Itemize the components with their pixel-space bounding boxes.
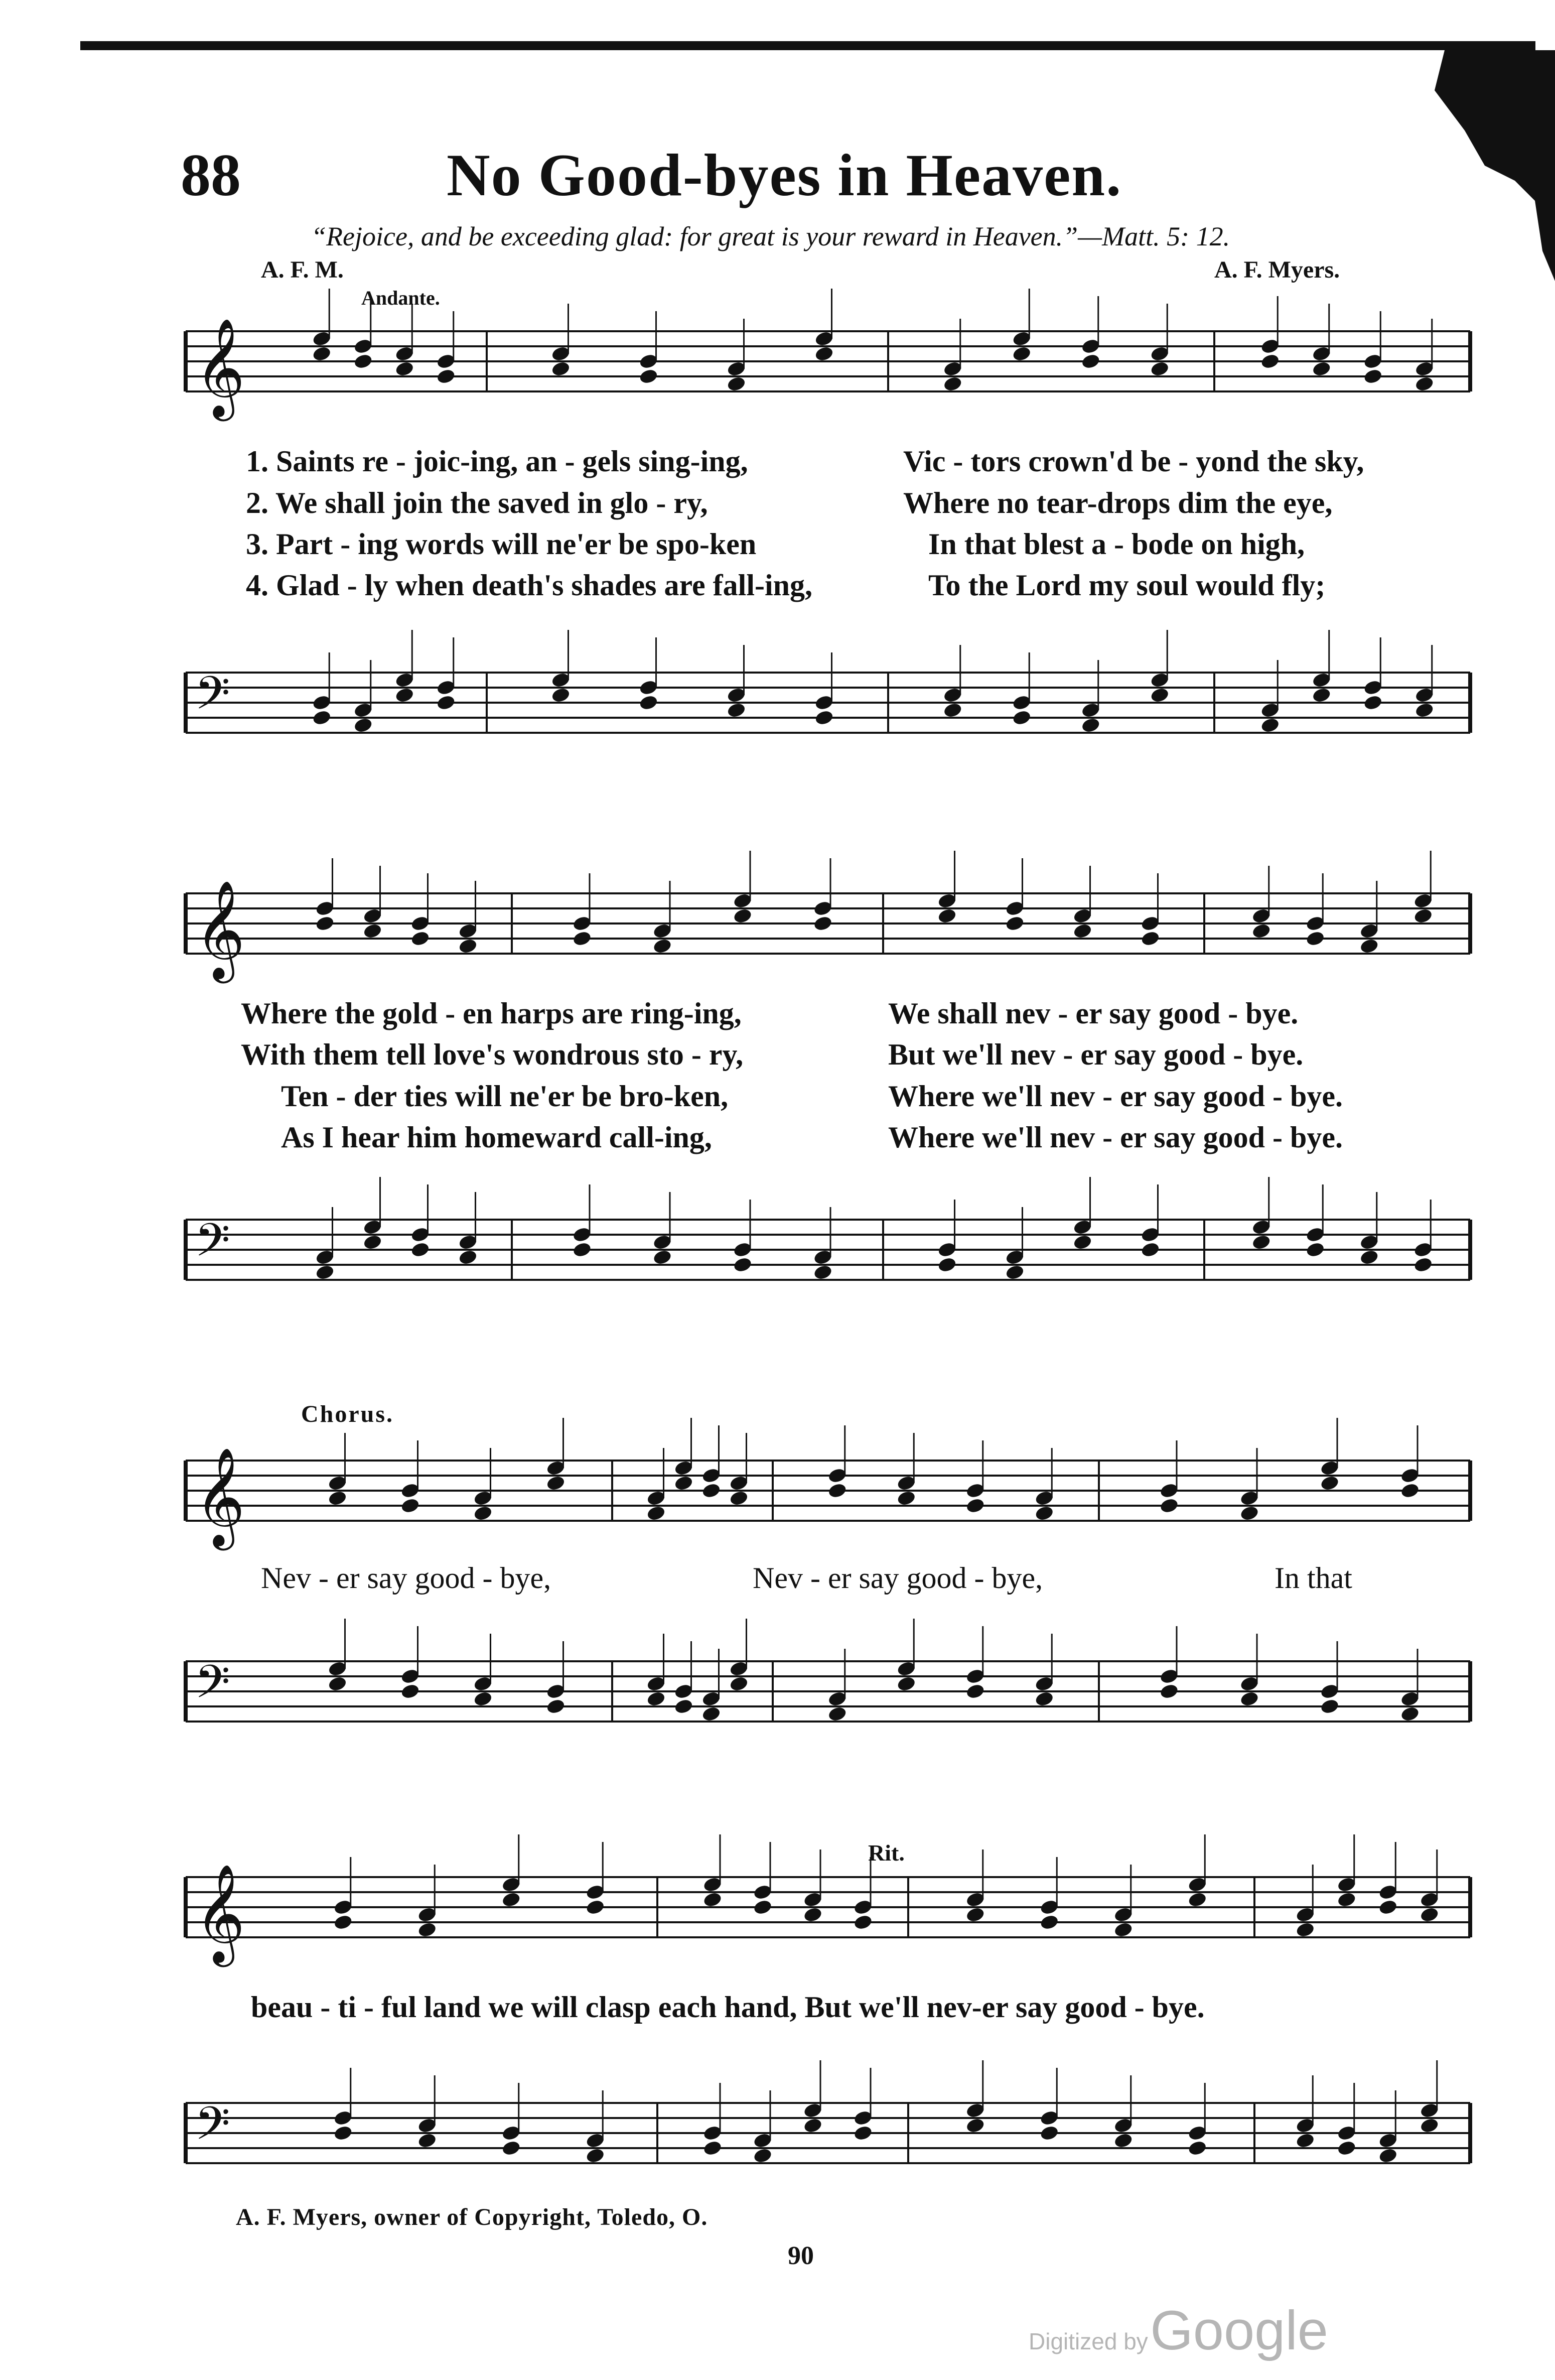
verse-2-line-d: But we'll nev - er say good - bye. [888,1038,1304,1071]
svg-text:𝄞: 𝄞 [195,318,245,417]
verse-1-line-b: Vic - tors crown'd be - yond the sky, [903,445,1364,478]
verse-3-line-b: In that blest a - bode on high, [928,527,1305,561]
system-4-treble-staff [186,1857,1480,1963]
tempo-marking: Andante. [361,287,440,309]
verse-2-line-a: 2. We shall join the saved in glo - ry, [246,486,708,519]
chorus-line-1-part-2: Nev - er say good - bye, [753,1561,1043,1595]
page-top-rule [80,41,1535,50]
ritardando-marking: Rit. [868,1840,905,1866]
verse-2-line-b: Where no tear-drops dim the eye, [903,486,1333,519]
verse-3-line-c: Ten - der ties will ne'er be bro-ken, [281,1080,729,1113]
verse-3-line-a: 3. Part - ing words will ne'er be spo-ken [246,527,757,561]
verse-1-line-a: 1. Saints re - joic-ing, an - gels sing-ing, [246,445,748,478]
system-1-bass-staff [186,652,1480,753]
verse-2-line-c: With them tell love's wondrous sto - ry, [241,1038,744,1071]
page-number: 90 [788,2241,814,2270]
system-2-bass-staff [186,1200,1480,1300]
verse-4-line-c: As I hear him homeward call-ing, [281,1121,712,1154]
verse-4-line-d: Where we'll nev - er say good - bye. [888,1121,1343,1154]
verse-1-line-c: Where the gold - en harps are ring-ing, [241,997,742,1030]
system-4-bass-staff [186,2083,1480,2183]
svg-text:𝄢: 𝄢 [195,1655,230,1720]
chorus-label: Chorus. [301,1401,394,1427]
chorus-line-1-part-1: Nev - er say good - bye, [261,1561,551,1595]
system-1-treble-staff [186,311,1480,417]
composer-credit: A. F. Myers. [1214,256,1340,283]
digitization-watermark [1029,2299,1328,2362]
hymn-title: No Good-byes in Heaven. [447,142,1122,208]
system-3-bass-staff [186,1641,1480,1742]
verse-4-line-a: 4. Glad - ly when death's shades are fall-ing, [246,569,813,602]
scripture-epigraph: “Rejoice, and be exceeding glad: for great is your reward in Heaven.”—Matt. 5: 12. [311,221,1230,251]
hymn-number: 88 [181,142,241,208]
chorus-line-2: beau - ti - ful land we will clasp each hand, But we'll nev-er say good - bye. [251,1991,1205,2024]
svg-text:𝄢: 𝄢 [195,2097,230,2161]
svg-text:𝄞: 𝄞 [195,1447,245,1546]
copyright-notice: A. F. Myers, owner of Copyright, Toledo, O. [236,2204,708,2230]
google-logo-text: Google [1150,2300,1328,2361]
lyricist-credit: A. F. M. [261,256,344,283]
verse-3-line-d: Where we'll nev - er say good - bye. [888,1080,1343,1113]
verse-1-line-d: We shall nev - er say good - bye. [888,997,1299,1030]
torn-corner-shadow [1425,50,1555,281]
svg-text:𝄢: 𝄢 [195,1214,230,1278]
watermark-prefix: Digitized by [1029,2328,1148,2354]
svg-text:𝄢: 𝄢 [195,667,230,731]
system-2-treble-staff [186,873,1480,979]
chorus-line-1-part-3: In that [1275,1561,1352,1595]
system-3-treble-staff [186,1440,1480,1546]
svg-text:𝄞: 𝄞 [195,1864,245,1963]
svg-text:𝄞: 𝄞 [195,880,245,979]
verse-4-line-b: To the Lord my soul would fly; [928,569,1326,602]
